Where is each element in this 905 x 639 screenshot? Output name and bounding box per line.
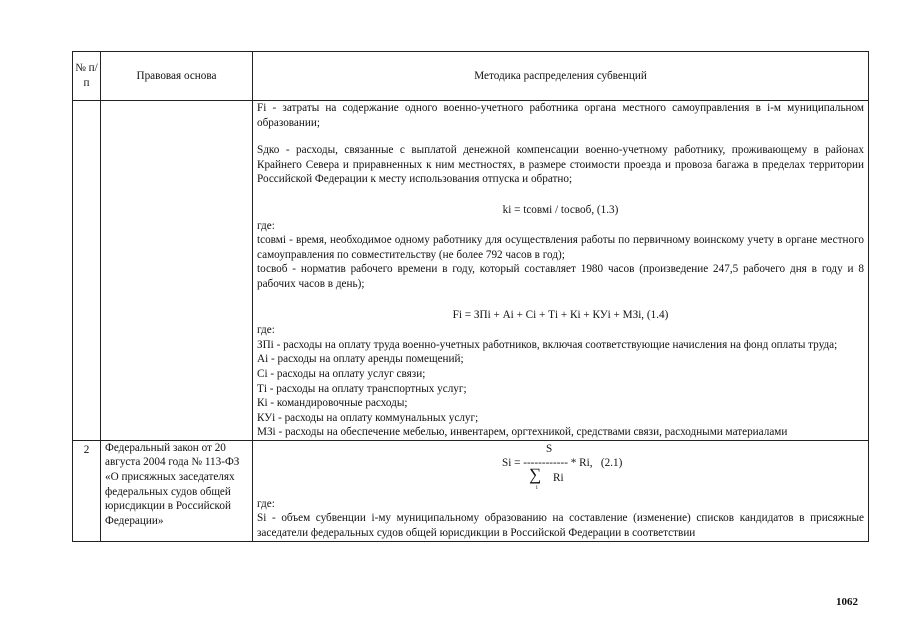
formula-1-3: ki = tсовмi / tосвоб, (1.3) <box>502 203 619 216</box>
table-row <box>73 101 869 441</box>
formula-main-line: Si = ------------ * Ri, (2.1) <box>502 456 623 469</box>
formula-denominator: Ri <box>553 471 564 484</box>
row2-number: 2 <box>73 440 101 541</box>
table-header-row <box>73 52 869 101</box>
formula-2-1 <box>257 441 864 489</box>
where-label: где: <box>257 219 275 232</box>
text-k-definition: Кi - командировочные расходы; <box>257 397 408 410</box>
text-mz-definition: МЗi - расходы на обеспечение мебелью, инвентарем, оргтехникой, средствами связи, расходными материалами <box>257 426 788 439</box>
row1-basis <box>101 101 253 441</box>
page-number: 1062 <box>836 596 858 608</box>
header-number: № п/п <box>73 52 101 101</box>
formula-sum-index: i <box>536 484 538 491</box>
row2-method <box>253 440 869 541</box>
text-si-definition: Si - объем субвенции i-му муниципальному образованию на составление (изменение) списков кандидатов в присяжные заседатели федеральных судов общей юрисдикции в Российской Федерации в соответствии <box>257 512 864 540</box>
formula-numerator: S <box>546 442 553 455</box>
text-t-definition: Тi - расходы на оплату транспортных услуг; <box>257 382 467 395</box>
text-tsovm-definition: tсовмi - время, необходимое одному работнику для осуществления работы по первичному воинскому учету в органе местного самоуправления по совместительству (не более 792 часов в год); <box>257 234 864 261</box>
table-row <box>73 440 869 541</box>
text-sdko-definition: Sдко - расходы, связанные с выплатой денежной компенсации военно-учетному работнику, проживающему в районах Крайнего Севера и приравненных к ним местностях, в размере стоимости проезда и провоза багажа в пределах территории Российской Федерации к месту использования отпуска и обратно; <box>257 144 864 186</box>
formula-1-4: Fi = ЗПi + Аi + Сi + Тi + Кi + КУi + МЗi, (1.4) <box>452 308 669 321</box>
where-label: где: <box>257 324 275 337</box>
text-tosvob-definition: tосвоб - норматив рабочего времени в году, который составляет 1980 часов (произведение 247,5 рабочего дня в году и 8 рабочих часов в день); <box>257 263 864 290</box>
row1-number <box>73 101 101 441</box>
row1-method <box>253 101 869 441</box>
header-legal-basis: Правовая основа <box>101 52 253 101</box>
text-ku-definition: КУi - расходы на оплату коммунальных услуг; <box>257 411 479 424</box>
sum-icon: ∑ <box>529 464 542 484</box>
text-c-definition: Сi - расходы на оплату услуг связи; <box>257 367 426 380</box>
text-fi-definition: Fi - затраты на содержание одного военно-учетного работника органа местного самоуправления в i-м муниципальном образовании; <box>257 102 864 129</box>
text-zp-definition: ЗПi - расходы на оплату труда военно-учетных работников, включая соответствующие начисления на фонд оплаты труда; <box>257 338 838 351</box>
header-methodology: Методика распределения субвенций <box>253 52 869 101</box>
text-a-definition: Аi - расходы на оплату аренды помещений; <box>257 353 464 366</box>
row2-basis: Федеральный закон от 20 августа 2004 года № 113-ФЗ «О присяжных заседателях федеральных судов общей юрисдикции в Российской Федерации» <box>101 440 253 541</box>
subvention-table <box>72 51 869 542</box>
where-label: где: <box>257 497 275 510</box>
